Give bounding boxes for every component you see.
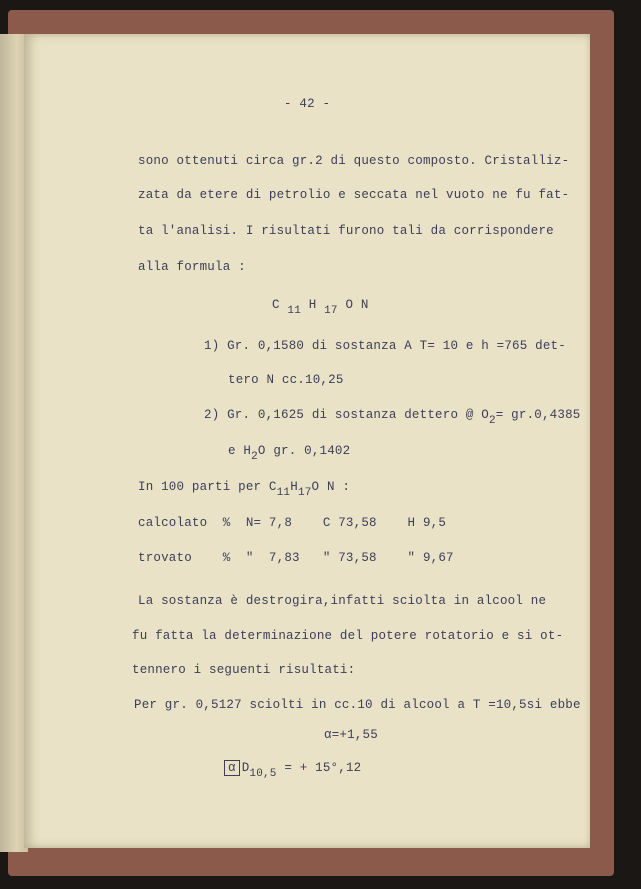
document-page [24, 34, 590, 848]
trovato-row: trovato % " 7,83 " 73,58 " 9,67 [138, 551, 454, 565]
text-line: fu fatta la determinazione del potere rotatorio e si ot- [132, 629, 564, 643]
text-line: ta l'analisi. I risultati furono tali da corrispondere [138, 224, 554, 238]
text-line: zata da etere di petrolio e seccata nel vuoto ne fu fat- [138, 188, 570, 202]
analysis-1-line-1: 1) Gr. 0,1580 di sostanza A T= 10 e h =765 det- [204, 339, 566, 353]
text-line: Per gr. 0,5127 sciolti in cc.10 di alcool a T =10,5si ebbe [134, 698, 581, 712]
analysis-2-line-1: 2) Gr. 0,1625 di sostanza dettero @ $O_2= gr.0,4385$ [204, 408, 581, 427]
alpha-value: α=+1,55 [324, 728, 378, 742]
calcolato-row: calcolato % N= 7,8 C 73,58 H 9,5 [138, 516, 447, 530]
text-line: alla formula : [138, 260, 246, 274]
page-number: - 42 - [284, 97, 331, 111]
text-line: sono ottenuti circa gr.2 di questo composto. Cristalliz- [138, 154, 570, 168]
per-100-parts-line: In 100 parti per $C_{11}H_{17}O$ N : [138, 480, 351, 499]
alpha-bracket: α [224, 760, 240, 776]
text-line: La sostanza è destrogira,infatti sciolta in alcool ne [138, 594, 547, 608]
analysis-1-line-2: tero N cc.10,25 [228, 373, 344, 387]
specific-rotation: α $D_{10,5}$ = + 15°,12 [224, 760, 361, 780]
molecular-formula: C $_{11}$ H $_{17}$ O N [272, 298, 369, 317]
analysis-2-line-2: e $H_2O$ gr. 0,1402 [228, 444, 351, 463]
text-line: tennero i seguenti risultati: [132, 663, 356, 677]
